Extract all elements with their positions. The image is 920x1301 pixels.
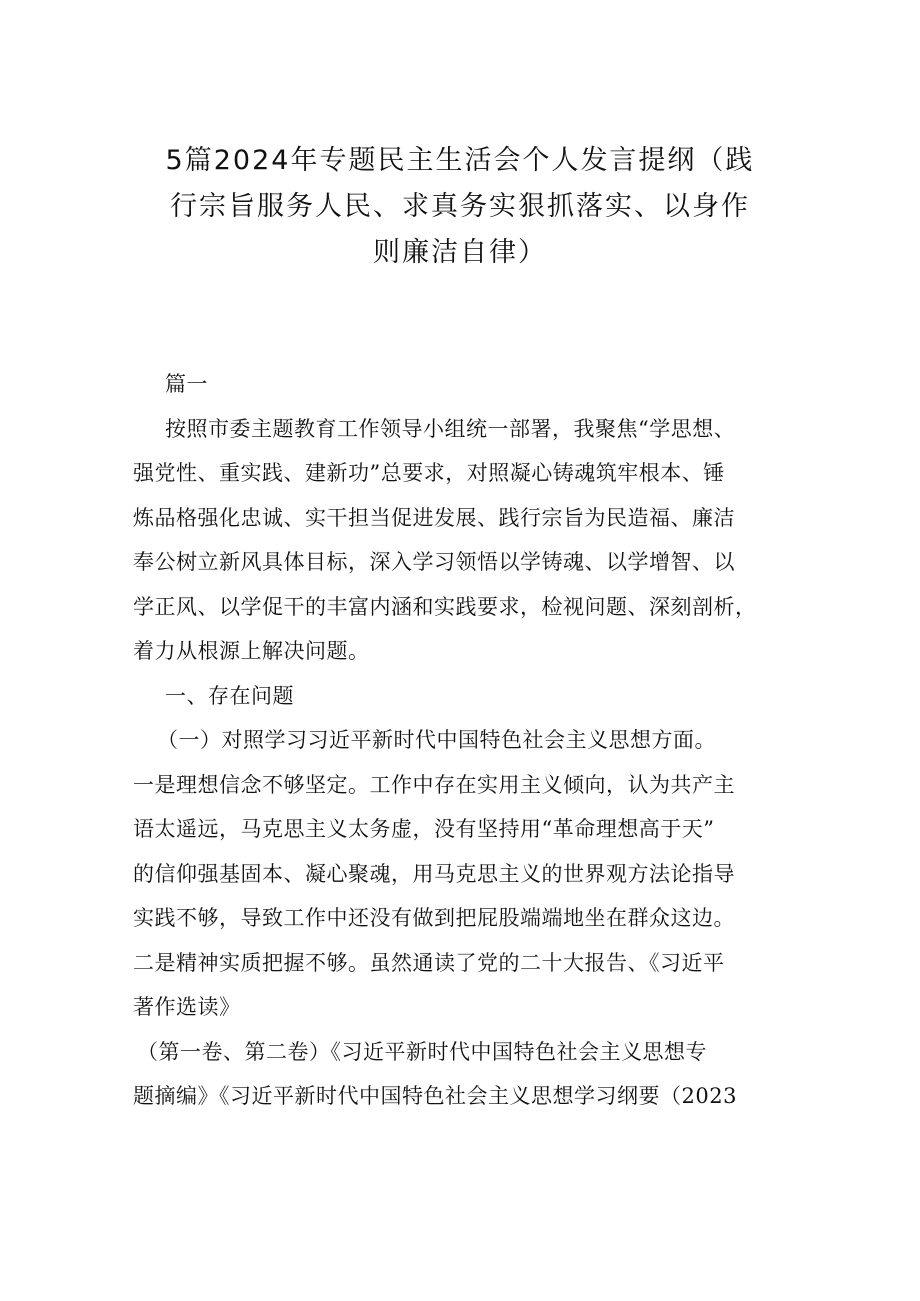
subheading-study-thought: （一）对照学习习近平新时代中国特色社会主义思想方面。 <box>157 728 716 752</box>
problem-paragraph-3 <box>133 1030 793 1119</box>
paragraph-line: 实践不够，导致工作中还没有做到把屁股端端地坐在群众这边。 <box>133 906 735 930</box>
paragraph-line: 奉公树立新风具体目标，深入学习领悟以学铸魂、以学增智、以 <box>133 550 735 574</box>
document-title <box>120 138 800 276</box>
paragraph-line: 二是精神实质把握不够。虽然通读了党的二十大报告、《习近平 <box>133 950 725 975</box>
paragraph-line: 着力从根源上解决问题。 <box>133 639 370 663</box>
problem-paragraph-2 <box>133 941 793 1030</box>
title-line: 则廉洁自律） <box>373 237 547 268</box>
paragraph-line: 题摘编》《习近平新时代中国特色社会主义思想学习纲要（2023 <box>133 1084 737 1108</box>
problem-paragraph-1 <box>133 763 793 941</box>
paragraph-line: 的信仰强基固本、凝心聚魂，用马克思主义的世界观方法论指导 <box>133 861 735 886</box>
title-line: 5篇2024年专题民主生活会个人发言提纲（践 <box>165 145 755 176</box>
paragraph-line: 按照市委主题教育工作领导小组统一部署，我聚焦“学思想、 <box>165 416 736 441</box>
section-label: 篇一 <box>165 372 208 396</box>
paragraph-line: 强党性、重实践、建新功”总要求，对照凝心铸魂筑牢根本、锤 <box>133 461 725 485</box>
intro-paragraph <box>133 407 793 674</box>
paragraph-line: 著作选读》 <box>133 995 241 1019</box>
paragraph-line: 语太遥远，马克思主义太务虚，没有坚持用“革命理想高于天” <box>133 817 715 841</box>
heading-existing-problems: 一、存在问题 <box>165 683 294 708</box>
paragraph-line: （第一卷、第二卷）《习近平新时代中国特色社会主义思想专 <box>137 1039 707 1064</box>
title-line: 行宗旨服务人民、求真务实狠抓落实、以身作 <box>170 191 750 222</box>
document-body <box>133 362 793 1119</box>
paragraph-line: 炼品格强化忠诚、实干担当促进发展、践行宗旨为民造福、廉洁 <box>133 505 735 530</box>
paragraph-line: 一是理想信念不够坚定。工作中存在实用主义倾向，认为共产主 <box>133 772 735 797</box>
paragraph-line: 学正风、以学促干的丰富内涵和实践要求，检视问题、深刻剖析， <box>133 594 757 619</box>
